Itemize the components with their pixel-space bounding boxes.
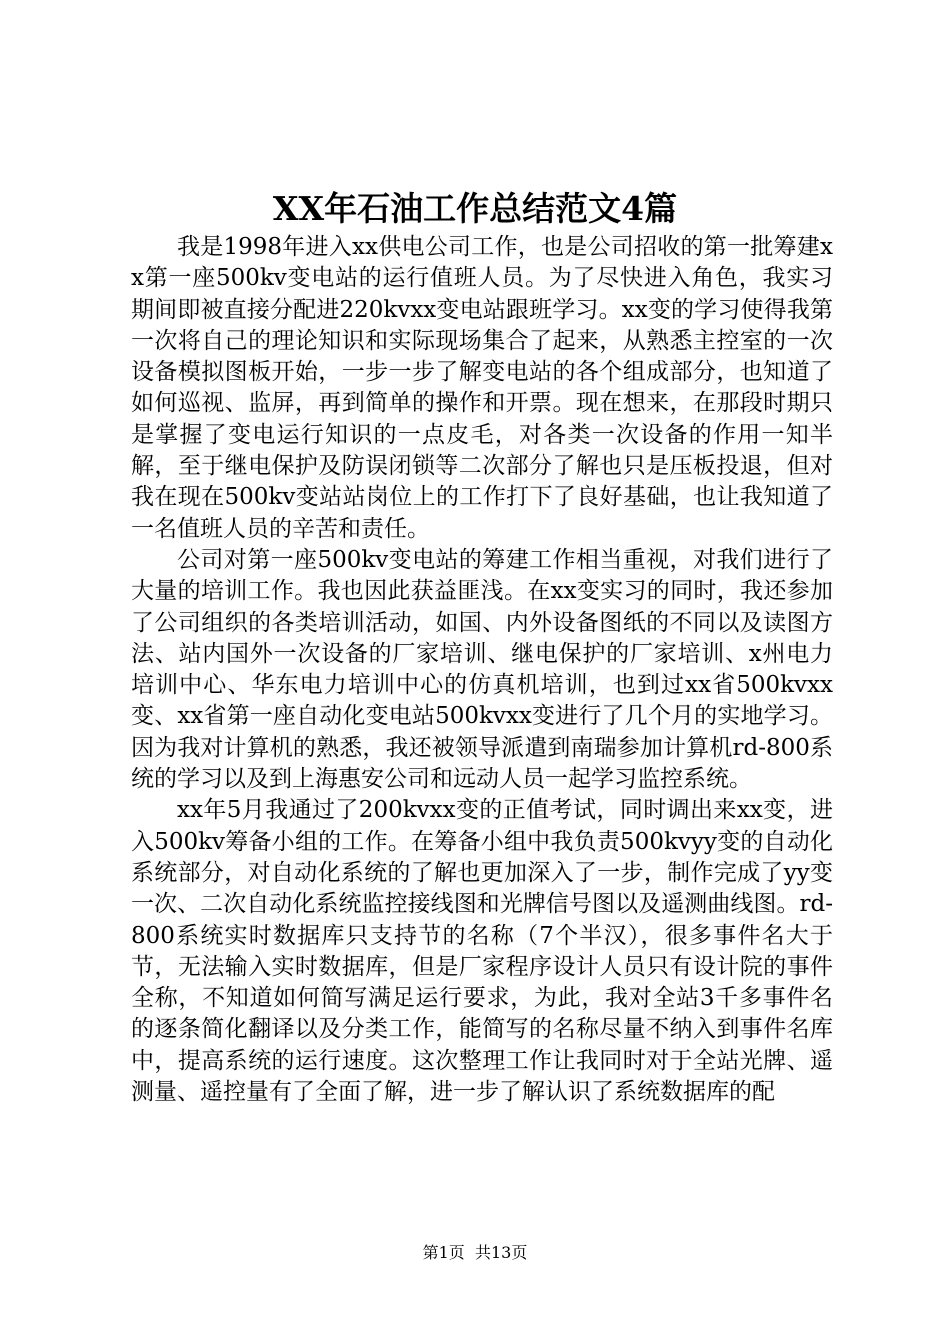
page-footer: [0, 1241, 950, 1265]
page-title: XX年石油工作总结范文4篇: [272, 189, 678, 228]
document-body: [131, 232, 833, 1108]
total-pages: 共13页: [474, 1243, 528, 1262]
paragraph-2: 公司对第一座500kv变电站的筹建工作相当重视，对我们进行了大量的培训工作。我也因此获益匪浅。在xx变实习的同时，我还参加了公司组织的各类培训活动，如国、内外设备图纸的不同以及读图方法、站内国外一次设备的厂家培训、继电保护的厂家培训、x州电力培训中心、华东电力培训中心的仿真机培训，也到过xx省500kvxx变、xx省第一座自动化变电站500kvxx变进行了几个月的实地学习。因为我对计算机的熟悉，我还被领导派遣到南瑞参加计算机rd-800系统的学习以及到上海惠安公司和远动人员一起学习监控系统。: [131, 546, 833, 793]
paragraph-3: xx年5月我通过了200kvxx变的正值考试，同时调出来xx变，进入500kv筹备小组的工作。在筹备小组中我负责500kvyy变的自动化系统部分，对自动化系统的了解也更加深入了一步，制作完成了yy变一次、二次自动化系统监控接线图和光牌信号图以及遥测曲线图。rd-800系统实时数据库只支持节的名称（7个半汉），很多事件名大于节，无法输入实时数据库，但是厂家程序设计人员只有设计院的事件全称，不知道如何简写满足运行要求，为此，我对全站3千多事件名的逐条简化翻译以及分类工作，能简写的名称尽量不纳入到事件名库中，提高系统的运行速度。这次整理工作让我同时对于全站光牌、遥测量、遥控量有了全面了解，进一步了解认识了系统数据库的配: [131, 797, 833, 1106]
page-number: 第1页: [422, 1243, 465, 1262]
paragraph-1: 我是1998年进入xx供电公司工作，也是公司招收的第一批筹建xx第一座500kv变电站的运行值班人员。为了尽快进入角色，我实习期间即被直接分配进220kvxx变电站跟班学习。xx变的学习使得我第一次将自己的理论知识和实际现场集合了起来，从熟悉主控室的一次设备模拟图板开始，一步一步了解变电站的各个组成部分，也知道了如何巡视、监屏，再到简单的操作和开票。现在想来，在那段时期只是掌握了变电运行知识的一点皮毛，对各类一次设备的作用一知半解，至于继电保护及防误闭锁等二次部分了解也只是压板投退，但对我在现在500kv变站站岗位上的工作打下了良好基础，也让我知道了一名值班人员的辛苦和责任。: [131, 234, 833, 542]
